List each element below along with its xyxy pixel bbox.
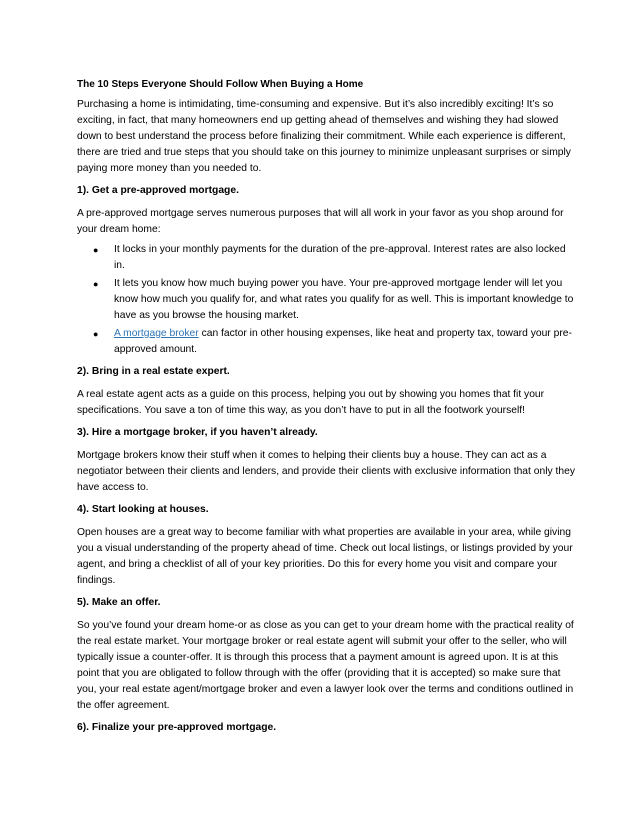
list-item: [77, 242, 576, 274]
list-item: [77, 276, 576, 324]
step-6-heading: 6). Finalize your pre-approved mortgage.: [77, 722, 277, 733]
step-1-heading: 1). Get a pre-approved mortgage.: [77, 185, 239, 196]
step-2-body: A real estate agent acts as a guide on this process, helping you out by showing you homes that fit your specifications. You save a ton of time this way, as you don’t have to put in all the footwork yourself!: [77, 389, 545, 416]
list-item-text: It locks in your monthly payments for the duration of the pre-approval. Interest rates are also locked in.: [114, 244, 566, 271]
bullet-icon: ●: [93, 245, 99, 255]
step-1-body: A pre-approved mortgage serves numerous purposes that will all work in your favor as you shop around for your dream home:: [77, 208, 564, 235]
step-1-bullet-list: [77, 242, 576, 358]
bullet-icon: ●: [93, 329, 99, 339]
mortgage-broker-link[interactable]: A mortgage broker: [114, 328, 199, 339]
step-4-body: Open houses are a great way to become familiar with what properties are available in your area, while giving you a visual understanding of the property ahead of time. Check out local listings, or listings provided by your agent, and bring a checklist of all of your key priorities. Do this for every home you visit and compare your findings.: [77, 527, 573, 586]
step-5-heading: 5). Make an offer.: [77, 597, 161, 608]
step-2-heading: 2). Bring in a real estate expert.: [77, 366, 230, 377]
list-item-text: can factor in other housing expenses, like heat and property tax, toward your pre-approved amount.: [114, 328, 572, 355]
step-3-heading: 3). Hire a mortgage broker, if you haven’t already.: [77, 427, 318, 438]
step-5-body: So you’ve found your dream home-or as close as you can get to your dream home with the practical reality of the real estate market. Your mortgage broker or real estate agent will submit your offer to the seller, who will typically issue a counter-offer. It is through this process that a payment amount is agreed upon. It is at this point that you are obligated to follow through with the offer (providing that it is accepted) so make sure that you, your real estate agent/mortgage broker and even a lawyer look over the terms and conditions outlined in the offer agreement.: [77, 620, 574, 711]
step-4-heading: 4). Start looking at houses.: [77, 504, 209, 515]
list-item: [77, 326, 576, 358]
intro-paragraph: Purchasing a home is intimidating, time-consuming and expensive. But it’s also incredibly exciting! It’s so exciting, in fact, that many homeowners end up getting ahead of themselves and wishing they had slowed down to best understand the process before finalizing their commitment. While each experience is different, there are tried and true steps that you should take on this journey to minimize unpleasant surprises or simply paying more money than you needed to.: [77, 99, 571, 174]
list-item-text: It lets you know how much buying power you have. Your pre-approved mortgage lender will let you know how much you qualify for, and what rates you qualify for as well. This is important knowledge to have as you browse the housing market.: [114, 278, 574, 321]
step-3-body: Mortgage brokers know their stuff when it comes to helping their clients buy a house. They can act as a negotiator between their clients and lenders, and provide their clients with exclusive information that only they have access to.: [77, 450, 575, 493]
bullet-icon: ●: [93, 279, 99, 289]
document-title: The 10 Steps Everyone Should Follow When Buying a Home: [77, 79, 364, 90]
